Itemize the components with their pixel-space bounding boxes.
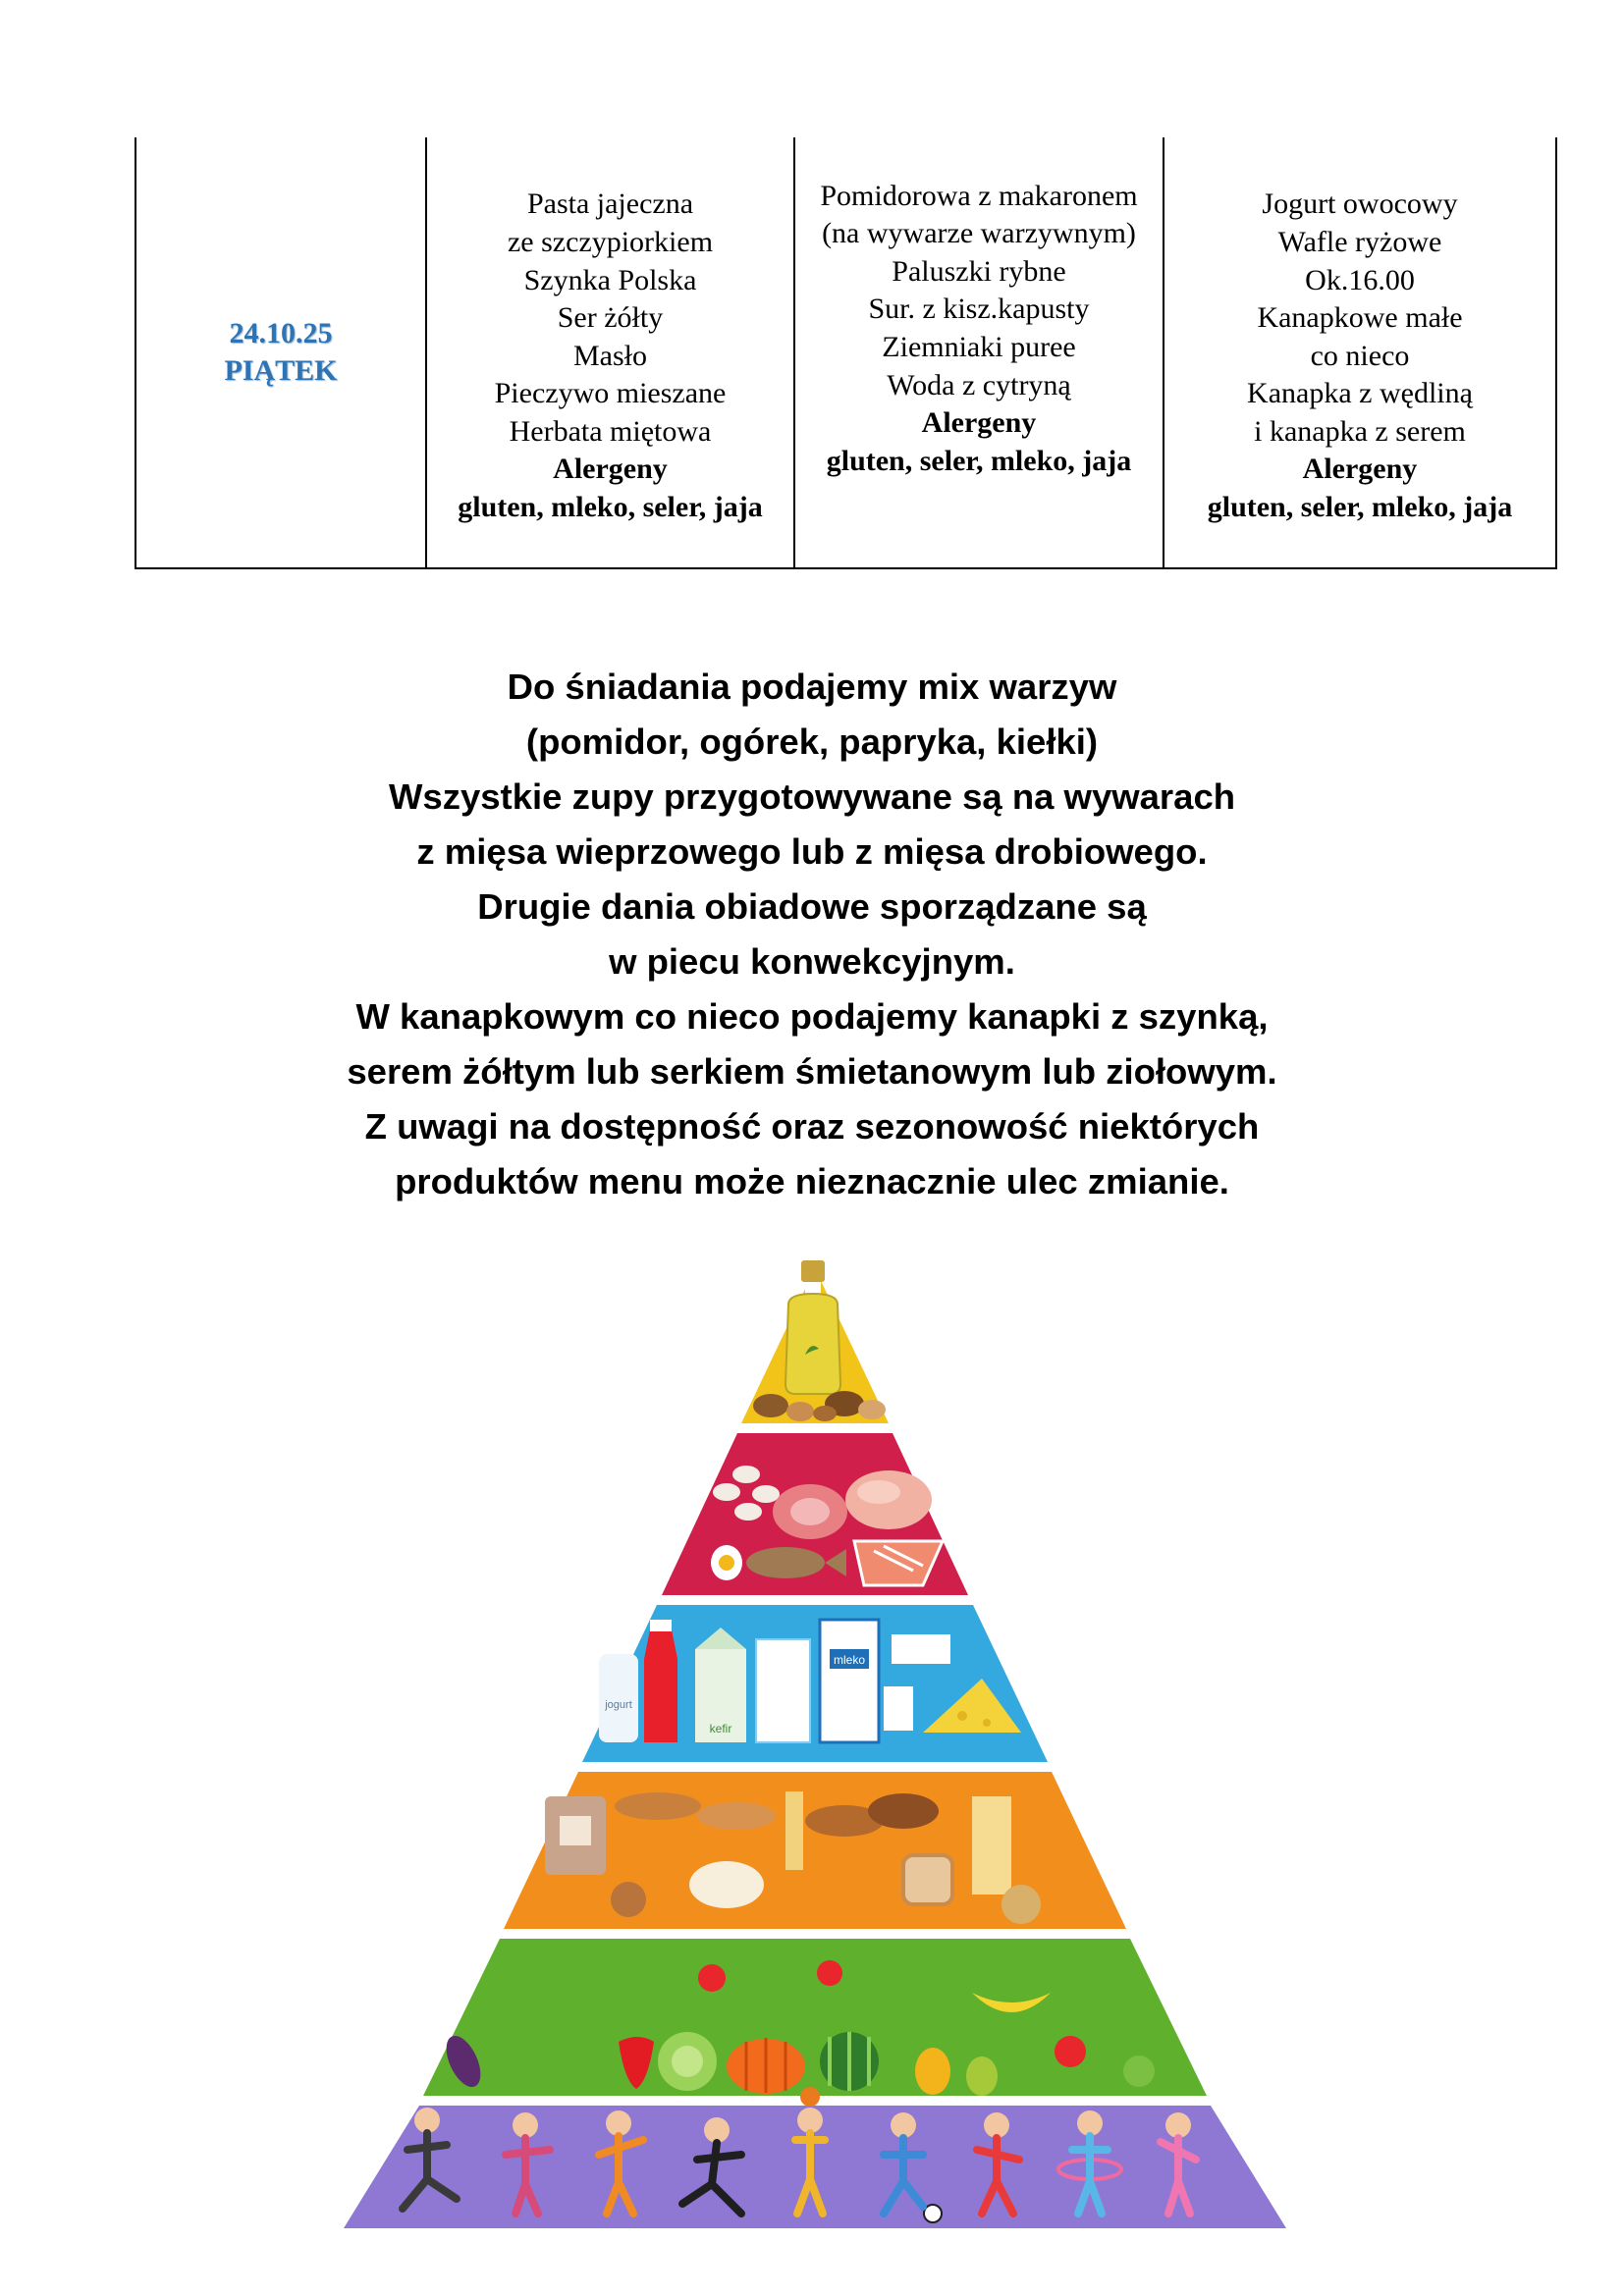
- rice-icon: [689, 1861, 764, 1908]
- pyramid-level-vegetables-fruit: [423, 1939, 1207, 2096]
- menu-item: Sur. z kisz.kapusty: [868, 293, 1090, 326]
- lunch-cell: [794, 137, 1164, 568]
- egg-icon: [711, 1545, 742, 1580]
- table-row: [135, 137, 1556, 568]
- allergens-label: Alergeny: [1302, 453, 1418, 486]
- note-line: serem żółtym lub serkiem śmietanowym lub ziołowym.: [347, 1051, 1277, 1092]
- note-line: Do śniadania podajemy mix warzyw: [507, 667, 1117, 707]
- menu-item: Pieczywo mieszane: [494, 377, 727, 410]
- breakfast-cell: [426, 137, 794, 568]
- allergens-list: gluten, seler, mleko, jaja: [1207, 491, 1513, 524]
- menu-item: Masło: [573, 339, 647, 372]
- menu-item: Woda z cytryną: [887, 368, 1071, 401]
- menu-item: Paluszki rybne: [892, 254, 1066, 288]
- note-line: z mięsa wieprzowego lub z mięsa drobiowego.: [416, 831, 1208, 872]
- menu-item: co nieco: [1310, 339, 1410, 372]
- menu-item: ze szczypiorkiem: [507, 225, 714, 258]
- allergens-label: Alergeny: [553, 453, 668, 486]
- kefir-label: kefir: [709, 1722, 732, 1735]
- menu-item: Kanapka z wędliną: [1247, 377, 1473, 410]
- menu-item: Ok.16.00: [1305, 263, 1415, 296]
- menu-item: Pomidorowa z makaronem: [820, 179, 1138, 212]
- note-line: Z uwagi na dostępność oraz sezonowość niektórych: [364, 1106, 1260, 1147]
- pyramid-level-dairy: [582, 1605, 1048, 1762]
- olive-oil-bottle-icon: [785, 1260, 840, 1394]
- pyramid-level-oils-nuts: [741, 1260, 889, 1423]
- menu-notes: [147, 660, 1477, 1209]
- menu-item: Szynka Polska: [523, 263, 697, 296]
- menu-table: [135, 137, 1557, 569]
- milk-bottle-icon: [644, 1620, 677, 1742]
- note-line: W kanapkowym co nieco podajemy kanapki z szynką,: [355, 996, 1269, 1037]
- pyramid-level-protein: [662, 1433, 968, 1595]
- lunch-items: [795, 178, 1163, 528]
- menu-item: Ser żółty: [557, 301, 664, 335]
- menu-item: Jogurt owocowy: [1262, 187, 1458, 221]
- cabbage-icon: [658, 2032, 717, 2091]
- menu-item: Kanapkowe małe: [1257, 301, 1463, 335]
- note-line: Drugie dania obiadowe sporządzane są: [477, 886, 1147, 927]
- breakfast-items: [427, 178, 793, 526]
- chicken-icon: [845, 1470, 932, 1529]
- menu-day-name: PIĄTEK: [224, 354, 338, 387]
- snack-items: [1164, 178, 1555, 526]
- menu-item: Herbata miętowa: [509, 414, 712, 448]
- menu-item: (na wywarze warzywnym): [822, 217, 1136, 250]
- food-pyramid: [295, 1247, 1335, 2228]
- note-line: Wszystkie zupy przygotowywane są na wywarach: [388, 776, 1236, 817]
- snack-cell: [1164, 137, 1556, 568]
- pyramid-level-grains: [504, 1772, 1126, 1929]
- note-line: w piecu konwekcyjnym.: [609, 941, 1015, 982]
- menu-date: 24.10.25: [229, 317, 333, 349]
- note-line: (pomidor, ogórek, papryka, kiełki): [525, 721, 1099, 762]
- menu-item: i kanapka z serem: [1254, 414, 1466, 448]
- menu-item: Ziemniaki puree: [882, 331, 1076, 363]
- watermelon-icon: [820, 2032, 879, 2091]
- kefir-carton-icon: [695, 1628, 746, 1742]
- pyramid-level-activity: [344, 2087, 1286, 2228]
- ham-icon: [773, 1484, 847, 1539]
- yogurt-bottle-icon: [599, 1654, 638, 1742]
- menu-item: Wafle ryżowe: [1277, 225, 1442, 258]
- yogurt-label: jogurt: [605, 1699, 632, 1711]
- menu-item: Pasta jajeczna: [526, 187, 694, 221]
- allergens-list: gluten, mleko, seler, jaja: [458, 491, 763, 524]
- day-cell: [135, 137, 426, 568]
- milk-label: mleko: [833, 1653, 866, 1667]
- flour-bag-icon: [545, 1796, 606, 1875]
- note-line: produktów menu może nieznacznie ulec zmianie.: [395, 1161, 1229, 1201]
- allergens-label: Alergeny: [921, 406, 1037, 440]
- allergens-list: gluten, seler, mleko, jaja: [826, 444, 1132, 477]
